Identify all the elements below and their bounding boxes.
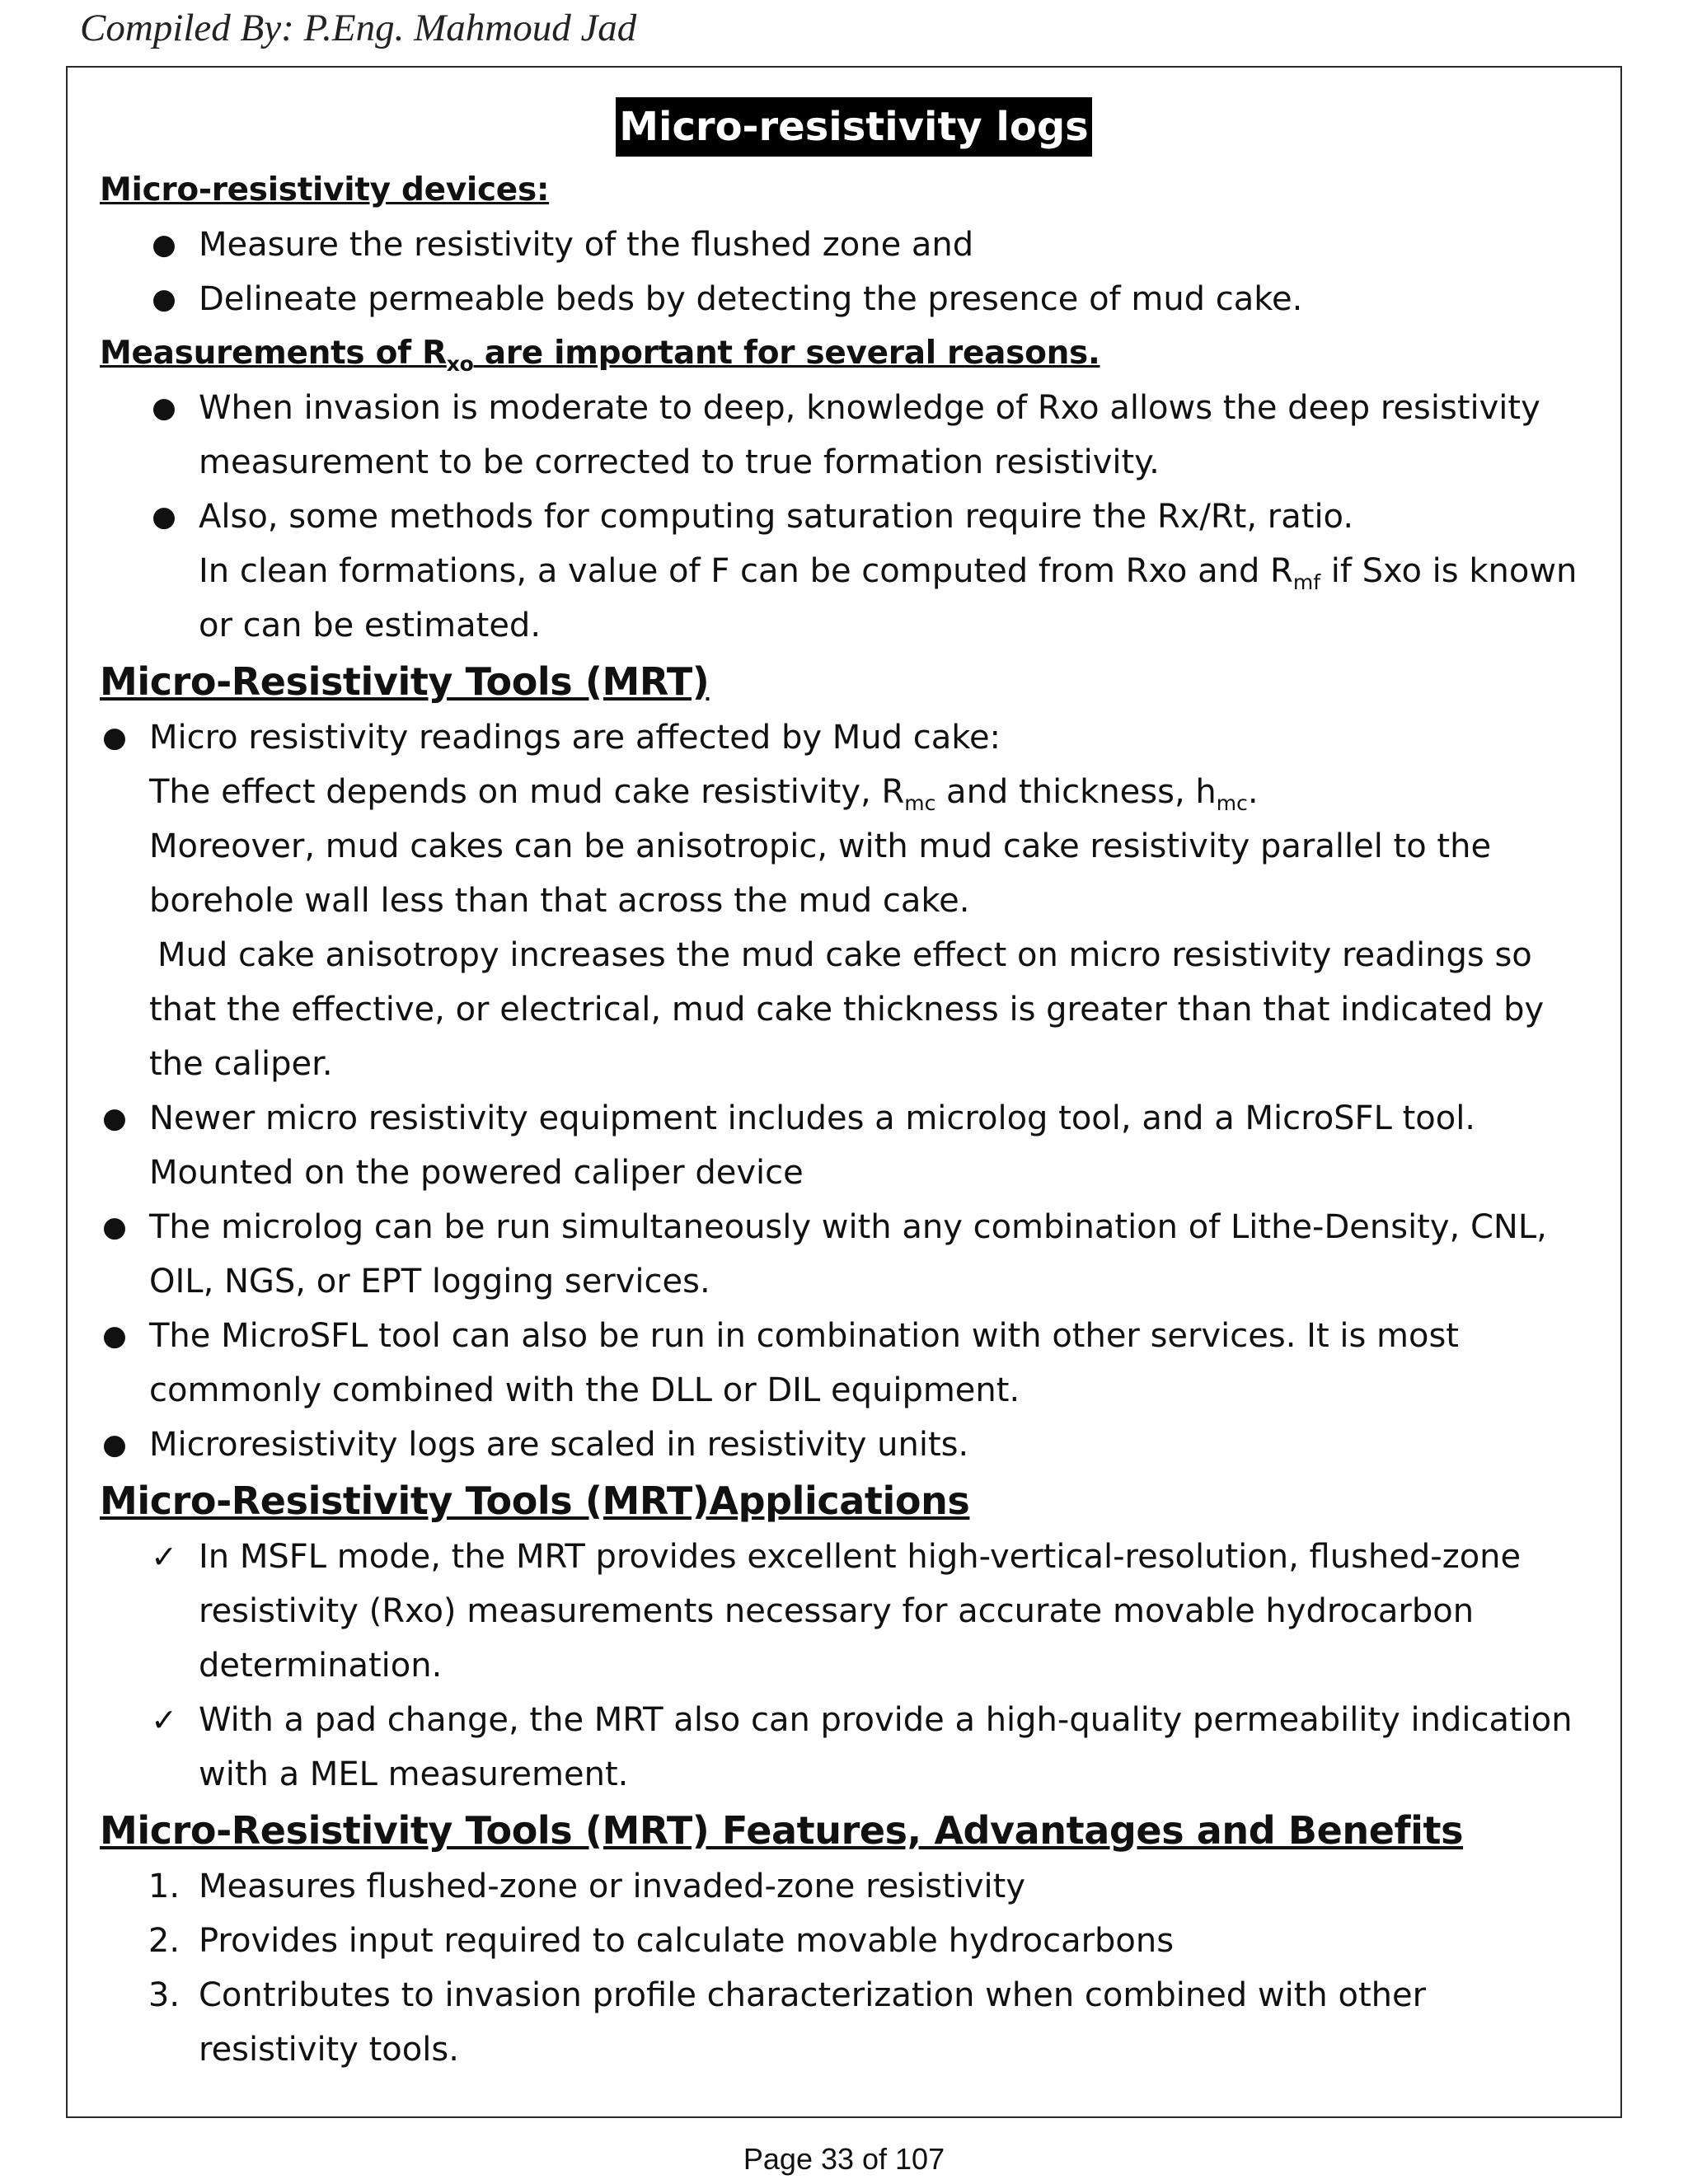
page-title: Micro-resistivity logs xyxy=(616,97,1092,157)
rxo-heading: Measurements of $R_{xo}$ are important for several reasons. xyxy=(100,335,1100,376)
list-item: 3. Contributes to invasion profile characterization when combined with other resistivity tools. xyxy=(199,1968,1592,2077)
list-item: ● The MicroSFL tool can also be run in combination with other services. It is most commonly combined with the DLL or DIL equipment. xyxy=(149,1309,1592,1418)
list-number: 2. xyxy=(148,1922,181,1960)
list-number: 3. xyxy=(148,1976,181,2014)
bullet-dot-icon: ● xyxy=(102,1428,127,1461)
list-number: 1. xyxy=(148,1868,181,1905)
check-mark-icon: ✓ xyxy=(151,1539,177,1575)
bullet-dot-icon: ● xyxy=(102,1211,127,1244)
bullet-dot-icon: ● xyxy=(152,500,176,533)
list-item: 1. Measures flushed-zone or invaded-zone resistivity xyxy=(199,1859,1592,1914)
devices-list xyxy=(100,218,1592,326)
features-list xyxy=(100,1859,1592,2077)
list-item: ● Microresistivity logs are scaled in resistivity units. xyxy=(149,1418,1592,1472)
list-item: ● When invasion is moderate to deep, knowledge of Rxo allows the deep resistivity measurement to be corrected to true formation resistivity. xyxy=(199,381,1592,490)
rxo-list xyxy=(100,381,1592,653)
bullet-dot-icon: ● xyxy=(102,721,127,754)
list-item: ● Micro resistivity readings are affected by Mud cake: The effect depends on mud cake resistivity, $R_{mc}$ and thickness, $h_{mc}$. Moreover, mud cakes can be anisotropic, with mud cake resistivity parallel to the borehole wall less than that across the mud cake. Mud cake anisotropy increases the mud cake effect on micro resistivity readings so that the effective, or electrical, mud cake thickness is greater than that indicated by the caliper. xyxy=(149,710,1592,1091)
list-item: ● Delineate permeable beds by detecting the presence of mud cake. xyxy=(199,272,1592,326)
check-mark-icon: ✓ xyxy=(151,1702,177,1738)
list-item: ● Newer micro resistivity equipment includes a microlog tool, and a MicroSFL tool. Mounted on the powered caliper device xyxy=(149,1091,1592,1200)
mrt-list xyxy=(100,710,1592,1472)
bullet-dot-icon: ● xyxy=(102,1102,127,1135)
page-content xyxy=(100,97,1592,2077)
list-item: ● Measure the resistivity of the flushed zone and xyxy=(199,218,1592,272)
title-row xyxy=(116,97,1592,163)
list-item: 2. Provides input required to calculate movable hydrocarbons xyxy=(199,1914,1592,1968)
page-number: Page 33 of 107 xyxy=(743,2142,945,2176)
devices-heading: Micro-resistivity devices: xyxy=(100,171,550,209)
bullet-dot-icon: ● xyxy=(152,283,176,316)
applications-heading: Micro-Resistivity Tools (MRT)Applications xyxy=(100,1479,970,1523)
bullet-dot-icon: ● xyxy=(152,391,176,424)
applications-list xyxy=(100,1530,1592,1802)
list-item: ✓ With a pad change, the MRT also can provide a high-quality permeability indication with a MEL measurement. xyxy=(199,1693,1592,1802)
mrt-heading: Micro-Resistivity Tools (MRT) xyxy=(100,659,710,704)
bullet-dot-icon: ● xyxy=(152,228,176,261)
list-item: ✓ In MSFL mode, the MRT provides excellent high-vertical-resolution, flushed-zone resistivity (Rxo) measurements necessary for accurate movable hydrocarbon determination. xyxy=(199,1530,1592,1693)
list-item: ● The microlog can be run simultaneously with any combination of Lithe-Density, CNL, OIL, NGS, or EPT logging services. xyxy=(149,1200,1592,1309)
running-header: Compiled By: P.Eng. Mahmoud Jad xyxy=(80,7,637,49)
bullet-dot-icon: ● xyxy=(102,1319,127,1352)
list-item: ● Also, some methods for computing saturation require the Rx/Rt, ratio. In clean formations, a value of F can be computed from Rxo and $R_{mf}$ if Sxo is known or can be estimated. xyxy=(199,490,1592,653)
features-heading: Micro-Resistivity Tools (MRT) Features, Advantages and Benefits xyxy=(100,1808,1464,1853)
